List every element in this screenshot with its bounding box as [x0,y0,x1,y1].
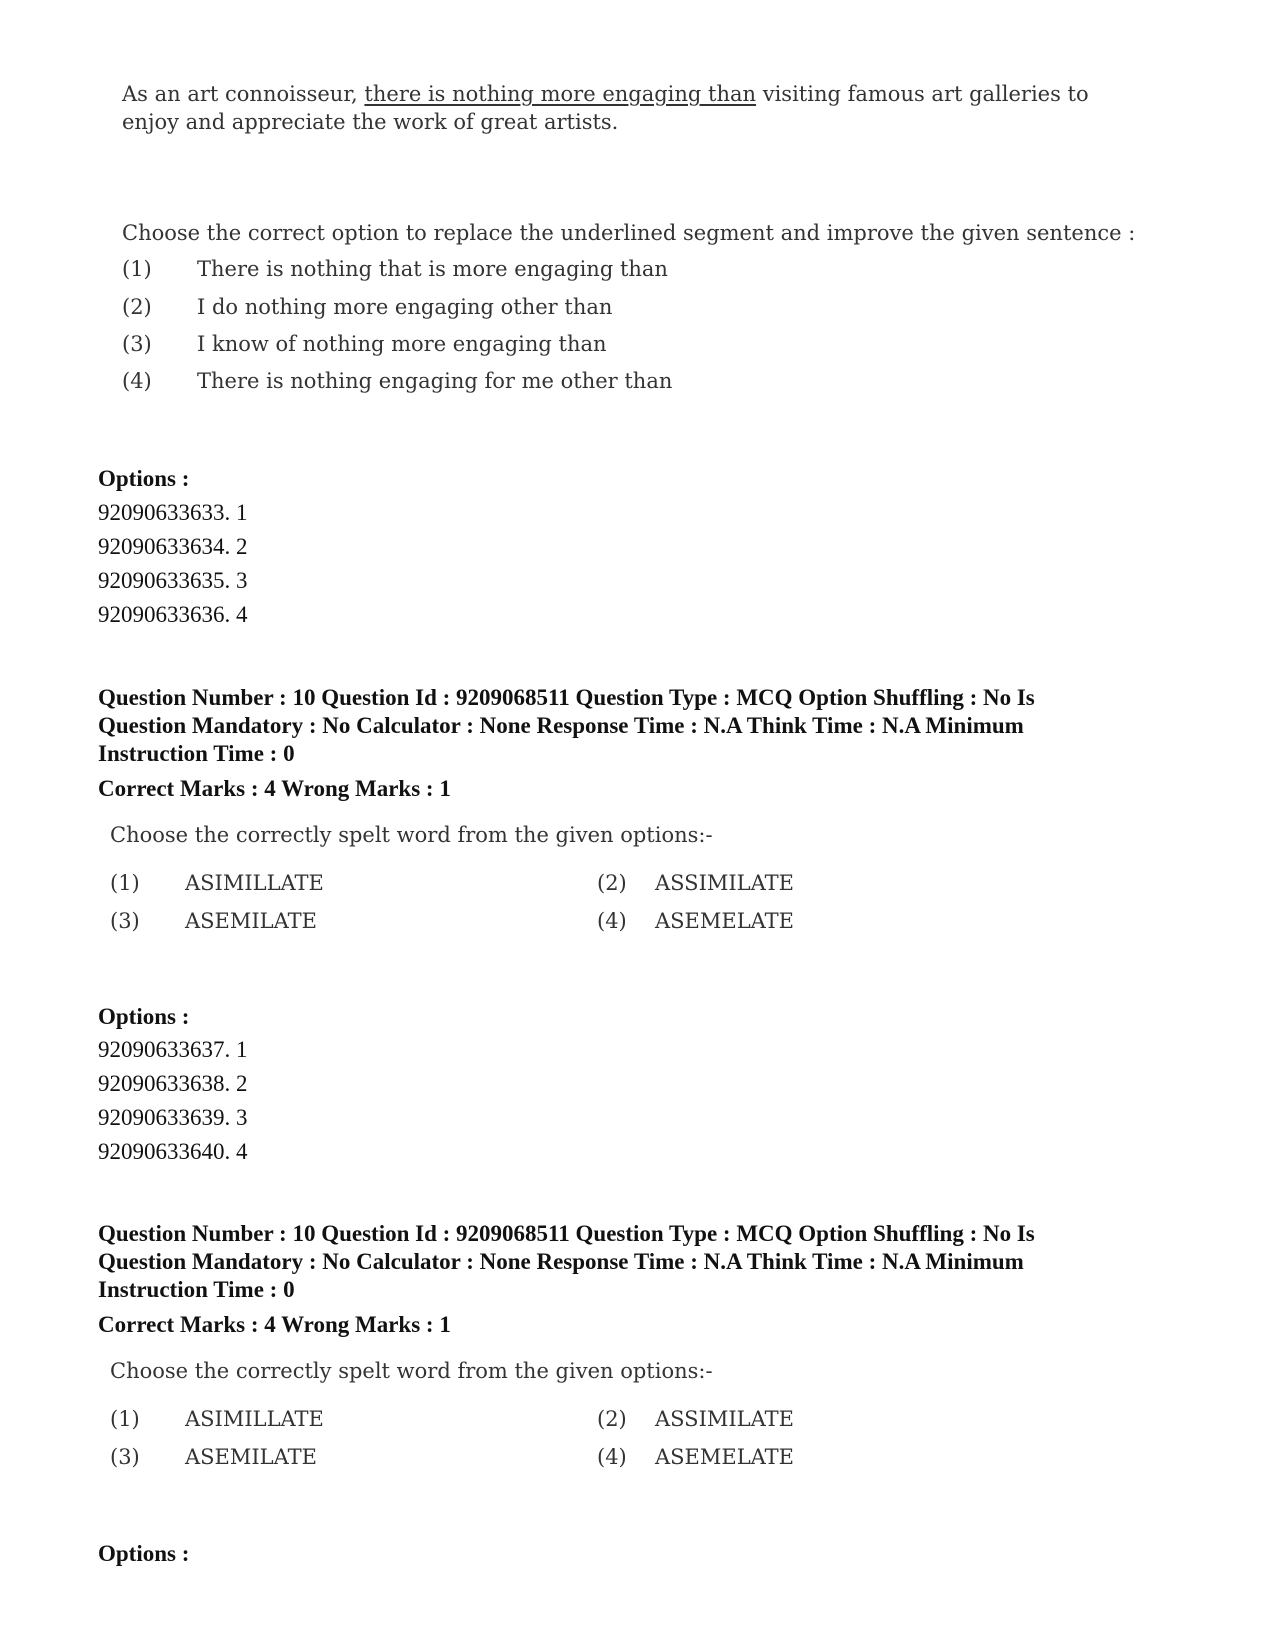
option-id: 92090633637. 1 [98,1037,248,1062]
option-id: 92090633635. 3 [98,568,248,593]
option-id: 92090633634. 2 [98,534,248,559]
choice-number: (2) [122,295,152,319]
choice-number: (4) [597,1445,627,1469]
option-id: 92090633640. 4 [98,1139,248,1164]
question-instruction: Choose the correctly spelt word from the given options:- [110,823,713,847]
question-header-line: Question Number : 10 Question Id : 9209068511 Question Type : MCQ Option Shuffling : No Is [98,1221,1035,1246]
choice-number: (2) [597,1407,627,1431]
choice-text: ASEMELATE [655,909,795,933]
choice-number: (1) [122,257,152,281]
choice-number: (2) [597,871,627,895]
underlined-segment: there is nothing more engaging than [364,82,757,106]
choice-number: (3) [110,909,140,933]
question-instruction: Choose the correctly spelt word from the given options:- [110,1359,713,1383]
options-label: Options : [98,1004,190,1029]
option-id: 92090633638. 2 [98,1071,248,1096]
choice-text: I know of nothing more engaging than [197,332,607,356]
choice-number: (1) [110,1407,140,1431]
question-instruction: Choose the correct option to replace the underlined segment and improve the given sentence : [122,221,1136,245]
options-label: Options : [98,466,190,491]
question-header-line: Question Mandatory : No Calculator : None Response Time : N.A Think Time : N.A Minimum [98,1249,1024,1274]
choice-text: There is nothing that is more engaging than [197,257,668,281]
question-header-line: Instruction Time : 0 [98,741,295,766]
choice-number: (4) [122,369,152,393]
passage-text: visiting famous art galleries to enjoy and appreciate the work of great artists. [122,82,1089,134]
choice-text: ASSIMILATE [655,1407,794,1431]
choice-text: I do nothing more engaging other than [197,295,613,319]
marks-line: Correct Marks : 4 Wrong Marks : 1 [98,776,451,801]
choice-text: ASSIMILATE [655,871,794,895]
question-header-line: Instruction Time : 0 [98,1277,295,1302]
option-id: 92090633633. 1 [98,500,248,525]
option-id: 92090633636. 4 [98,602,248,627]
choice-text: ASEMILATE [185,909,317,933]
choice-number: (4) [597,909,627,933]
question-header-line: Question Number : 10 Question Id : 9209068511 Question Type : MCQ Option Shuffling : No Is [98,685,1035,710]
choice-number: (3) [110,1445,140,1469]
option-id: 92090633639. 3 [98,1105,248,1130]
options-label: Options : [98,1541,190,1566]
choice-text: There is nothing engaging for me other than [197,369,673,393]
marks-line: Correct Marks : 4 Wrong Marks : 1 [98,1312,451,1337]
choice-text: ASIMILLATE [185,1407,324,1431]
question-header-line: Question Mandatory : No Calculator : None Response Time : N.A Think Time : N.A Minimum [98,713,1024,738]
choice-text: ASEMILATE [185,1445,317,1469]
choice-number: (3) [122,332,152,356]
passage-text: As an art connoisseur, [122,82,365,106]
question-passage [122,80,1142,136]
choice-number: (1) [110,871,140,895]
choice-text: ASIMILLATE [185,871,324,895]
choice-text: ASEMELATE [655,1445,795,1469]
